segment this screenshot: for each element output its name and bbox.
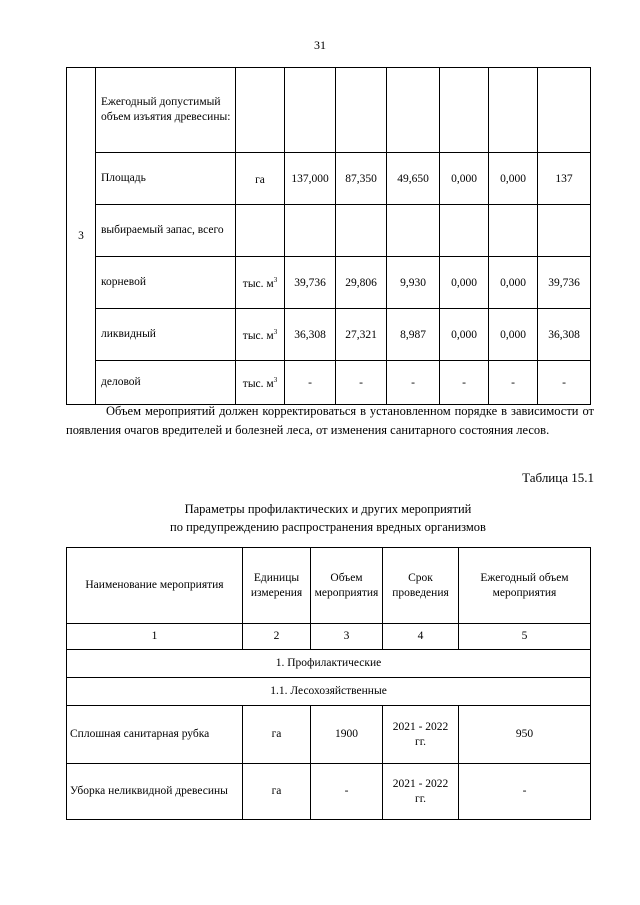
indicator-label: выбираемый запас, всего	[96, 205, 236, 257]
indicator-label: корневой	[96, 257, 236, 309]
unit-text: тыс. м	[242, 377, 274, 390]
column-number: 3	[311, 624, 383, 650]
column-header: Ежегодный объем мероприятия	[459, 548, 591, 624]
value-cell	[336, 205, 387, 257]
measure-period: 2021 - 2022 гг.	[383, 764, 459, 820]
row-number-cell: 3	[67, 68, 96, 405]
top-table-row	[67, 153, 591, 205]
unit-cell	[236, 153, 285, 205]
column-header: Срок проведения	[383, 548, 459, 624]
value-cell	[285, 68, 336, 153]
unit-cell	[236, 309, 285, 361]
unit-text: тыс. м	[242, 329, 274, 342]
value-cell	[489, 205, 538, 257]
value-cell: 0,000	[489, 309, 538, 361]
column-number: 4	[383, 624, 459, 650]
subsection-title: 1.1. Лесохозяйственные	[67, 678, 591, 706]
value-cell	[440, 68, 489, 153]
column-header: Единицы измерения	[243, 548, 311, 624]
unit-cell	[236, 68, 285, 153]
measure-annual: 950	[459, 706, 591, 764]
value-cell: 36,308	[285, 309, 336, 361]
value-cell	[489, 68, 538, 153]
table-title	[66, 500, 590, 536]
measure-period: 2021 - 2022 гг.	[383, 706, 459, 764]
value-cell: -	[285, 361, 336, 405]
value-cell: 27,321	[336, 309, 387, 361]
value-cell: -	[387, 361, 440, 405]
body-paragraph: Объем мероприятий должен корректироваться в установленном порядке в зависимости от появления очагов вредителей и болезней леса, от изменения санитарного состояния лесов.	[66, 404, 594, 437]
value-cell	[336, 68, 387, 153]
value-cell: 0,000	[489, 257, 538, 309]
subsection-row	[67, 678, 591, 706]
section-title: 1. Профилактические	[67, 650, 591, 678]
value-cell: -	[336, 361, 387, 405]
column-number: 2	[243, 624, 311, 650]
value-cell	[538, 205, 591, 257]
column-number-row	[67, 624, 591, 650]
measure-volume: -	[311, 764, 383, 820]
value-cell: 39,736	[285, 257, 336, 309]
value-cell: 29,806	[336, 257, 387, 309]
unit-superscript: 3	[273, 275, 278, 284]
section-row	[67, 650, 591, 678]
top-table	[66, 67, 591, 405]
value-cell	[285, 205, 336, 257]
top-table-row	[67, 361, 591, 405]
measure-volume: 1900	[311, 706, 383, 764]
value-cell: -	[538, 361, 591, 405]
measure-unit: га	[243, 764, 311, 820]
value-cell: 137,000	[285, 153, 336, 205]
column-header: Наименование мероприятия	[67, 548, 243, 624]
measure-name: Сплошная санитарная рубка	[67, 706, 243, 764]
unit-text: га	[255, 173, 265, 186]
table-title-line-2: по предупреждению распространения вредных организмов	[170, 520, 486, 534]
value-cell: 8,987	[387, 309, 440, 361]
indicator-label: ликвидный	[96, 309, 236, 361]
unit-superscript: 3	[273, 327, 278, 336]
value-cell: 0,000	[440, 153, 489, 205]
measure-unit: га	[243, 706, 311, 764]
value-cell	[538, 68, 591, 153]
value-cell: 0,000	[489, 153, 538, 205]
top-table-row	[67, 205, 591, 257]
value-cell	[387, 205, 440, 257]
measure-annual: -	[459, 764, 591, 820]
table-row	[67, 706, 591, 764]
value-cell: 39,736	[538, 257, 591, 309]
value-cell	[387, 68, 440, 153]
header-row	[67, 548, 591, 624]
bottom-table	[66, 547, 591, 820]
value-cell: 36,308	[538, 309, 591, 361]
indicator-label: деловой	[96, 361, 236, 405]
top-table-row	[67, 309, 591, 361]
value-cell: -	[440, 361, 489, 405]
indicator-label: Площадь	[96, 153, 236, 205]
value-cell: 0,000	[440, 309, 489, 361]
unit-cell	[236, 257, 285, 309]
unit-cell	[236, 205, 285, 257]
table-row	[67, 764, 591, 820]
column-header: Объем мероприятия	[311, 548, 383, 624]
top-table-row	[67, 257, 591, 309]
value-cell: 9,930	[387, 257, 440, 309]
unit-superscript: 3	[273, 375, 278, 384]
unit-text: тыс. м	[242, 277, 274, 290]
value-cell: 0,000	[440, 257, 489, 309]
table-label: Таблица 15.1	[522, 470, 594, 485]
column-number: 1	[67, 624, 243, 650]
top-table-row	[67, 68, 591, 153]
measure-name: Уборка неликвидной древесины	[67, 764, 243, 820]
page-number: 31	[314, 38, 326, 52]
value-cell	[440, 205, 489, 257]
indicator-label: Ежегодный допустимый объем изъятия древесины:	[96, 68, 236, 153]
value-cell: 87,350	[336, 153, 387, 205]
value-cell: -	[489, 361, 538, 405]
value-cell: 49,650	[387, 153, 440, 205]
value-cell: 137	[538, 153, 591, 205]
table-title-line-1: Параметры профилактических и других мероприятий	[184, 502, 472, 516]
column-number: 5	[459, 624, 591, 650]
unit-cell	[236, 361, 285, 405]
